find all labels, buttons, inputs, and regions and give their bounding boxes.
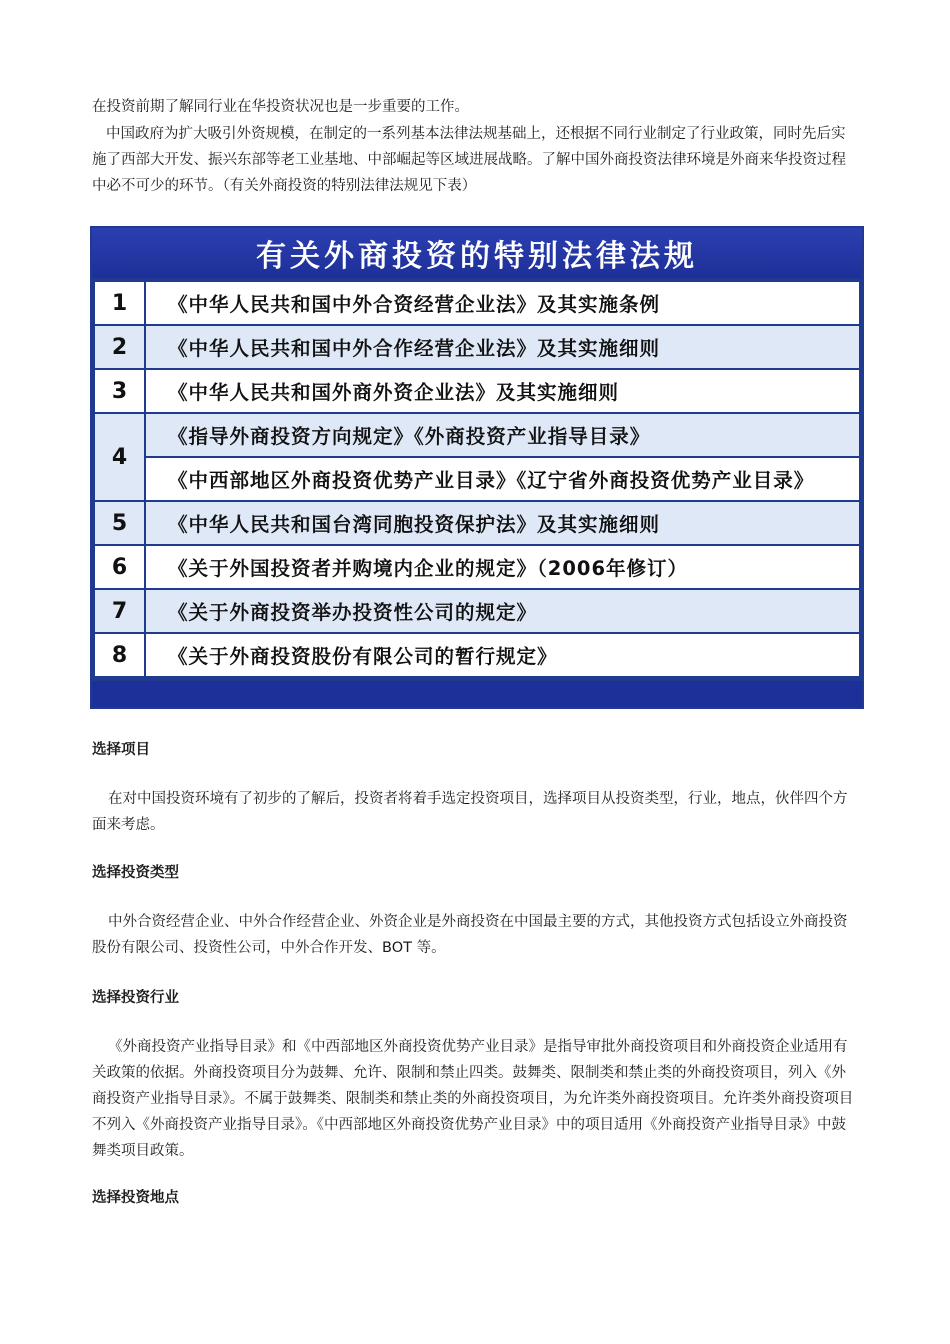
section-heading-select-project: 选择项目: [92, 742, 150, 758]
law-row-number: 3: [95, 370, 144, 412]
law-row-6: [95, 546, 859, 588]
law-row-4: [95, 414, 859, 500]
law-table: [90, 226, 864, 709]
law-row-number: 6: [95, 546, 144, 588]
law-row-7: [95, 590, 859, 632]
law-item: 《中华人民共和国台湾同胞投资保护法》及其实施细则: [146, 502, 859, 544]
law-row-number: 2: [95, 326, 144, 368]
law-item: 《中华人民共和国中外合作经营企业法》及其实施细则: [146, 326, 859, 368]
law-item: 《中华人民共和国中外合资经营企业法》及其实施条例: [146, 282, 859, 324]
law-row-2: [95, 326, 859, 368]
section-heading-investment-type: 选择投资类型: [92, 865, 179, 881]
law-row-number: 7: [95, 590, 144, 632]
law-row-number: 8: [95, 634, 144, 676]
section-heading-investment-industry: 选择投资行业: [92, 990, 179, 1006]
law-item: 《关于外商投资举办投资性公司的规定》: [146, 590, 859, 632]
law-item: 《关于外商投资股份有限公司的暂行规定》: [146, 634, 859, 676]
law-row-3: [95, 370, 859, 412]
law-row-5: [95, 502, 859, 544]
law-row-1: [95, 282, 859, 324]
section-body-investment-type: 中外合资经营企业、中外合作经营企业、外资企业是外商投资在中国最主要的方式，其他投资方式包括设立外商投资股份有限公司、投资性公司，中外合作开发、BOT 等。: [92, 914, 848, 956]
intro-paragraph-2: 中国政府为扩大吸引外资规模，在制定的一系列基本法律法规基础上，还根据不同行业制定了行业政策，同时先后实施了西部大开发、振兴东部等老工业基地、中部崛起等区域进展战略。了解中国外商投资法律环境是外商来华投资过程中必不可少的环节。（有关外商投资的特别法律法规见下表）: [92, 126, 846, 194]
law-item: 《关于外国投资者并购境内企业的规定》（2006年修订）: [146, 546, 859, 588]
law-table-footer-bar: [92, 681, 862, 707]
law-table-title: 有关外商投资的特别法律法规: [92, 228, 862, 278]
law-row-number: 1: [95, 282, 144, 324]
law-item: 《中华人民共和国外商外资企业法》及其实施细则: [146, 370, 859, 412]
section-body-investment-industry: 《外商投资产业指导目录》和《中西部地区外商投资优势产业目录》是指导审批外商投资项目和外商投资企业适用有关政策的依据。外商投资项目分为鼓舞、允许、限制和禁止四类。鼓舞类、限制类和禁止类的外商投资项目，列入《外商投资产业指导目录》。不属于鼓舞类、限制类和禁止类的外商投资项目，为允许类外商投资项目。允许类外商投资项目不列入《外商投资产业指导目录》。《中西部地区外商投资优势产业目录》中的项目适用《外商投资产业指导目录》中鼓舞类项目政策。: [92, 1039, 854, 1159]
section-body-select-project: 在对中国投资环境有了初步的了解后，投资者将着手选定投资项目，选择项目从投资类型，行业，地点，伙伴四个方面来考虑。: [92, 791, 848, 833]
law-item: 《中西部地区外商投资优势产业目录》《辽宁省外商投资优势产业目录》: [146, 458, 859, 500]
section-heading-investment-location: 选择投资地点: [92, 1190, 179, 1206]
law-row-number: 4: [95, 414, 144, 500]
law-row-8: [95, 634, 859, 676]
law-item: 《指导外商投资方向规定》《外商投资产业指导目录》: [146, 414, 859, 456]
law-row-number: 5: [95, 502, 144, 544]
intro-paragraph-1: 在投资前期了解同行业在华投资状况也是一步重要的工作。: [92, 99, 469, 115]
